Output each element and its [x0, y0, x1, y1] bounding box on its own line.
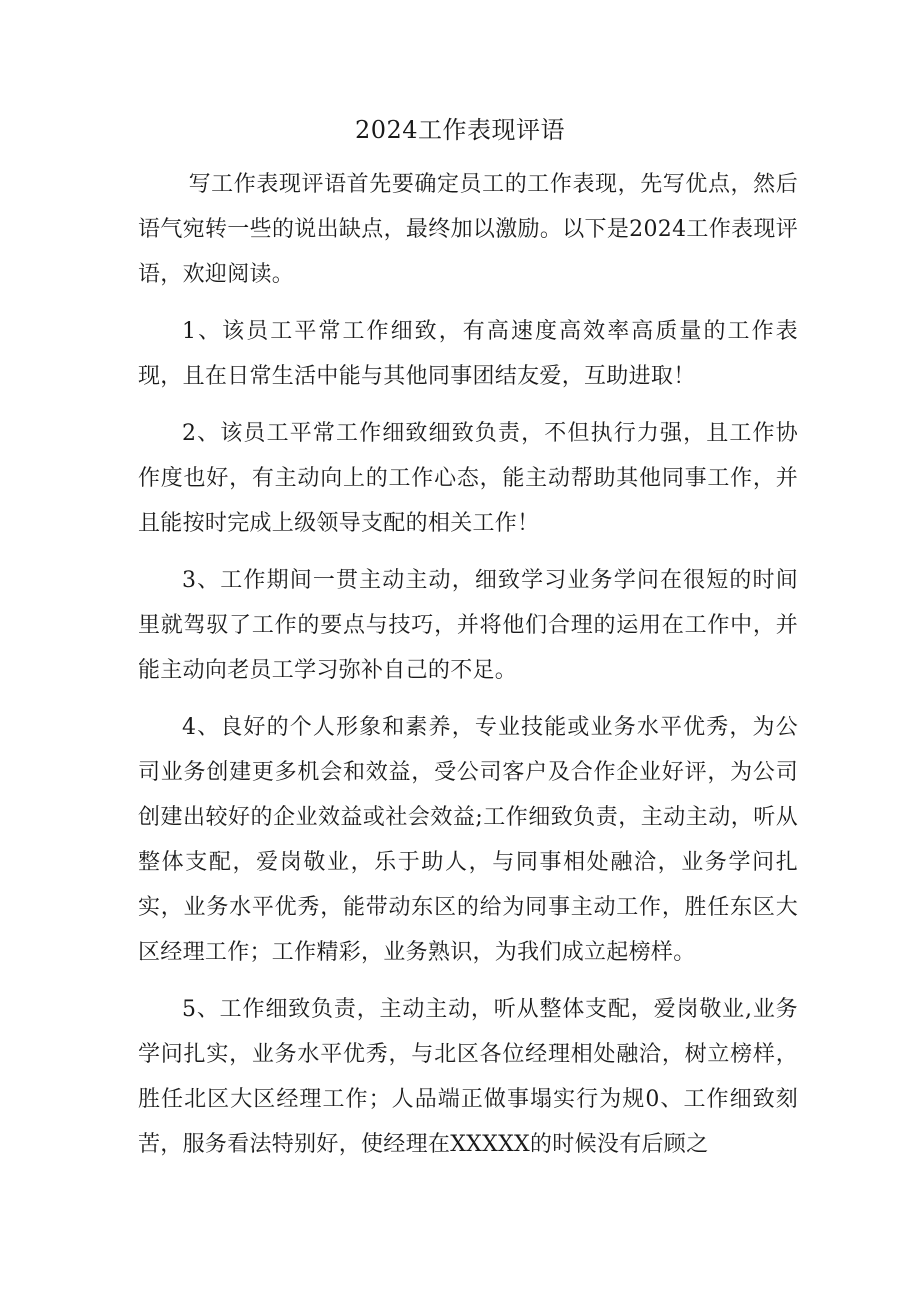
comment-paragraph-4: 4、良好的个人形象和素养，专业技能或业务水平优秀，为公司业务创建更多机会和效益，受公司客户及合作企业好评，为公司创建出较好的企业效益或社会效益;工作细致负责，主动主动，听从整体支配，爱岗敬业，乐于助人，与同事相处融洽，业务学问扎实，业务水平优秀，能带动东区的给为同事主动工作，胜任东区大区经理工作；工作精彩，业务熟识，为我们成立起榜样。 — [138, 715, 798, 965]
document-body — [138, 162, 798, 1179]
comment-paragraph-5: 5、工作细致负责，主动主动，听从整体支配，爱岗敬业,业务学问扎实，业务水平优秀，与北区各位经理相处融洽，树立榜样，胜任北区大区经理工作；人品端正做事塌实行为规0、工作细致刻苦，服务看法特别好，使经理在XXXXX的时候没有后顾之 — [138, 997, 798, 1157]
comment-paragraph-1: 1、该员工平常工作细致，有高速度高效率高质量的工作表现，且在日常生活中能与其他同事团结友爱，互助进取！ — [138, 319, 798, 389]
document-title: 2024工作表现评语 — [354, 116, 566, 144]
intro-paragraph: 写工作表现评语首先要确定员工的工作表现，先写优点，然后语气宛转一些的说出缺点，最终加以激励。以下是2024工作表现评语，欢迎阅读。 — [138, 172, 798, 287]
comment-paragraph-3: 3、工作期间一贯主动主动，细致学习业务学问在很短的时间里就驾驭了工作的要点与技巧，并将他们合理的运用在工作中，并能主动向老员工学习弥补自己的不足。 — [138, 568, 798, 683]
comment-paragraph-2: 2、该员工平常工作细致细致负责，不但执行力强，且工作协作度也好，有主动向上的工作心态，能主动帮助其他同事工作，并且能按时完成上级领导支配的相关工作！ — [138, 421, 798, 536]
